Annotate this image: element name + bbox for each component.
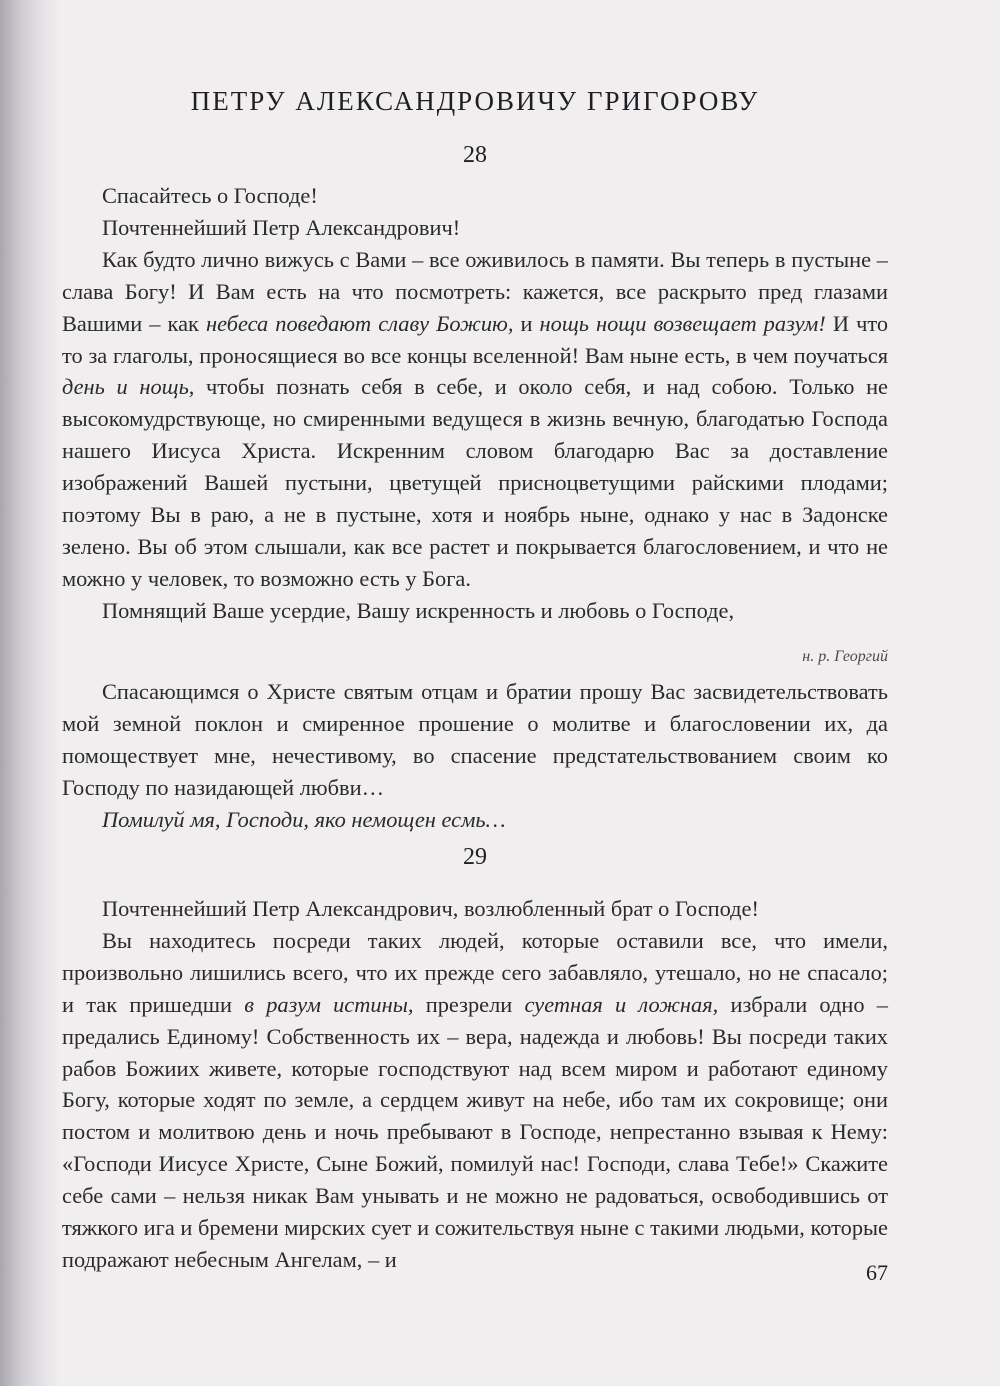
letter-29-body xyxy=(62,893,888,1276)
letter-29-salutation: Почтеннейший Петр Александрович, возлюбленный брат о Господе! xyxy=(102,896,759,921)
book-gutter-shadow xyxy=(0,0,60,1386)
page-number: 67 xyxy=(866,1260,888,1285)
postscript-prayer: Помилуй мя, Господи, яко немощен есмь… xyxy=(102,806,506,832)
letter-28-salutation: Почтеннейший Петр Александрович! xyxy=(102,214,461,240)
text-run: И что то за глаголы, проносящиеся во все концы вселенной! Вам ныне есть, в чем поучаться xyxy=(62,310,889,368)
text-run: избрали одно – предались Единому! Собственность их – вера, надежда и любовь! Вы посреди таких рабов Божиих живете, которые господствуют над всем миром и работают единому Богу, которые ходят по земле, а сердцем живут на небе, ибо там их сокровище; они постом и молитвою день и ночь пребывают в Господе, непрестанно взывая к Нему: «Господи Иисусе Христе, Сыне Божий, помилуй нас! Господи, слава Тебе!» Скажите себе сами – нельзя никак Вам унывать и не можно не радоваться, освободившись от тяжкого ига и бремени мирских сует и сожительствуя ныне с такими людьми, которые подражают небесным Ангелам, – и xyxy=(62,991,888,1272)
letter-29-paragraph xyxy=(62,925,888,1276)
postscript-paragraph: Спасающимся о Христе святым отцам и братии прошу Вас засвидетельствовать мой земной поклон и смиренное прошение о молитве и благословении их, да помоществует мне, нечестивому, во спасение предстательствованием своим ко Господу по назидающей любви… xyxy=(62,679,888,800)
italic-quote: небеса поведают славу Божию, xyxy=(205,310,514,336)
italic-quote: суетная и ложная, xyxy=(524,991,719,1017)
italic-quote: в разум истины, xyxy=(244,991,414,1017)
letter-28-number: 28 xyxy=(463,142,487,168)
text-run: Вы находитесь посреди таких людей, которые оставили все, что имели, произвольно лишились всего, что их прежде сего забавляло, утешало, но не спасало; и так пришедши xyxy=(62,927,888,1017)
italic-quote: нощь нощи возвещает разум! xyxy=(539,310,826,336)
book-page xyxy=(62,0,888,1386)
text-run: презрели xyxy=(413,991,525,1017)
text-run: чтобы познать себя в себе, и около себя, и над собою. Только не высокомудрствующе, но смиренными ведущеся в жизнь вечную, благодатью Господа нашего Иисуса Христа. Искренним словом благодарю Вас за доставление изображений Вашей пустыни, цветущей присноцветущими райскими плодами; поэтому Вы в раю, а не в пустыне, хотя и ноябрь ныне, однако у нас в Задонске зелено. Вы об этом слышали, как все растет и покрывается благословением, и что не можно у человек, то возможно есть у Бога. xyxy=(62,374,888,591)
letter-28-paragraph xyxy=(62,244,888,595)
letter-28-signature: н. р. Георгий xyxy=(802,648,888,665)
italic-quote: день и нощь, xyxy=(62,374,195,400)
letter-28-closing: Помнящий Ваше усердие, Вашу искренность и любовь о Господе, xyxy=(102,597,735,623)
letter-29-number: 29 xyxy=(463,844,487,870)
text-run: Как будто лично вижусь с Вами – все оживилось в памяти. Вы теперь в пустыне – слава Богу! И Вам есть на что посмотреть: кажется, все раскрыто пред глазами Вашими – как xyxy=(62,246,888,336)
letter-28-postscript xyxy=(62,676,888,836)
page-heading: ПЕТРУ АЛЕКСАНДРОВИЧУ ГРИГОРОВУ xyxy=(190,86,760,116)
text-run: и xyxy=(513,310,540,336)
letter-28-body xyxy=(62,180,888,627)
letter-28-greeting: Спасайтесь о Господе! xyxy=(102,183,318,208)
